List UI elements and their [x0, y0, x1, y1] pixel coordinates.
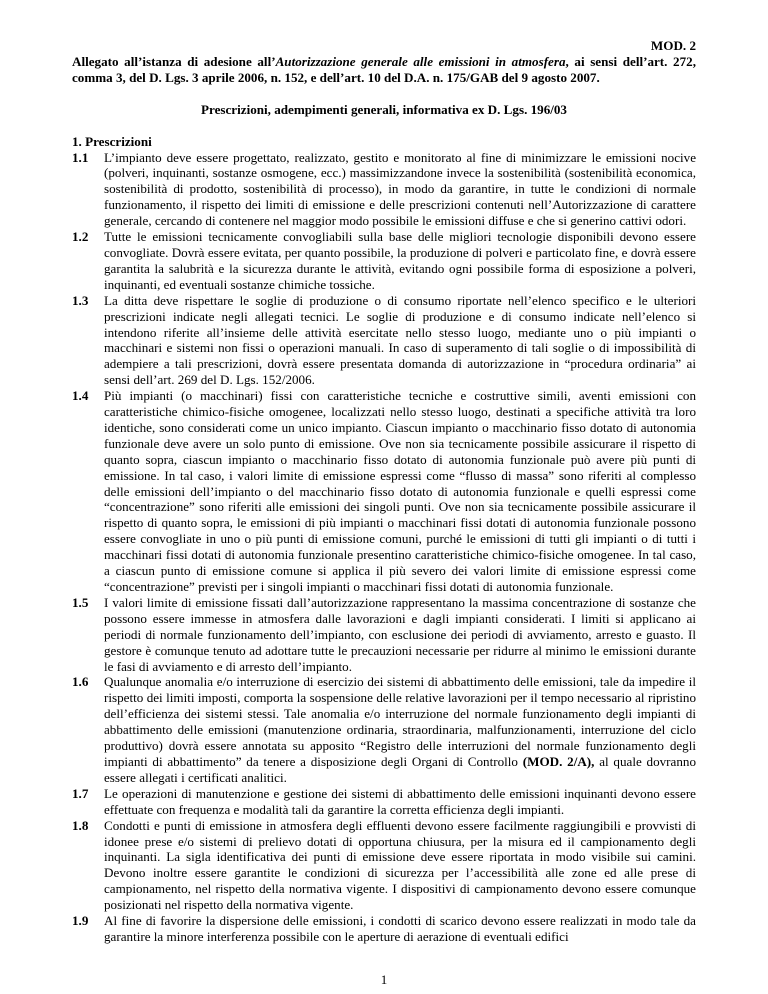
list-item: [72, 818, 696, 913]
item-number: 1.5: [72, 594, 89, 610]
header-italic: Autorizzazione generale alle emissioni in atmosfera: [275, 53, 566, 69]
header-intro: Allegato all’istanza di adesione all’: [72, 53, 276, 69]
section-title: 1. Prescrizioni: [72, 133, 152, 149]
item-text: Al fine di favorire la dispersione delle emissioni, i condotti di scarico devono essere realizzati in modo tale da garantire la minore interferenza possibile con le aperture di aerazione di eventuali edifici: [104, 913, 696, 944]
list-item: [72, 674, 696, 785]
item-text: Le operazioni di manutenzione e gestione dei sistemi di abbattimento delle emissioni inquinanti devono essere effettuate con frequenza e modalità tali da garantire la corretta efficienza degli impianti.: [104, 785, 696, 817]
item-text: Condotti e punti di emissione in atmosfera degli effluenti devono essere facilmente raggiungibili e provvisti di idonee prese e/o sistemi di prelievo dotati di opportuna chiusura, per la misura ed il campionamento degli inquinanti. La sigla identificativa dei punti di emissione deve essere riportata in modo visibile sui camini. Devono inoltre essere garantite le condizioni di sicurezza per l’accessibilità alle zone ed alle prese di campionamento, nel rispetto della normativa vigente. I dispositivi di campionamento devono essere comunque posizionati nel rispetto della normativa vigente.: [104, 817, 696, 913]
header-rest: , ai sensi dell’art. 272, comma 3, del D. Lgs. 3 aprile 2006, n. 152, e dell’art. 10 del D.A. n. 175/GAB del 9 agosto 2007.: [72, 53, 696, 85]
item-number: 1.1: [72, 149, 89, 165]
item-number: 1.6: [72, 674, 89, 690]
item-text: I valori limite di emissione fissati dall’autorizzazione rappresentano la massima concentrazione di sostanze che possono essere immesse in atmosfera dalle lavorazioni e dagli impianti considerati. I limiti si applicano ai periodi di normale funzionamento dell’impianto, con esclusione dei periodi di avviamento, arresto e guasto. Il gestore è comunque tenuto ad adottare tutte le precauzioni necessarie per ridurre al minimo le emissioni durante le fasi di avviamento e di arresto dell’impianto.: [104, 594, 696, 674]
item-text-part: Qualunque anomalia e/o interruzione di esercizio dei sistemi di abbattimento delle emissioni, tale da impedire il rispetto dei limiti imposti, comporta la sospensione delle relative lavorazioni per il tempo necessario al ripristino dell’efficienza dei sistemi stessi. Tale anomalia e/o interruzione del normale funzionamento degli impianti di abbattimento delle emissioni (manutenzione ordinaria, straordinaria, malfunzionamenti, interruzione del ciclo produttivo) dovrà essere annotata su apposito “Registro delle interruzioni del normale funzionamento degli impianti di abbattimento” da tenere a disposizione degli Organi di Controllo: [104, 674, 696, 769]
item-number: 1.3: [72, 292, 89, 308]
list-item: [72, 229, 696, 293]
form-reference: (MOD. 2/A),: [522, 753, 595, 769]
page-number: 1: [380, 972, 388, 987]
list-item: [72, 913, 696, 945]
document-header: [72, 54, 696, 86]
document-page: [72, 38, 696, 945]
item-text: La ditta deve rispettare le soglie di produzione o di consumo riportate nell’elenco specifico e le ulteriori prescrizioni indicate negli allegati tecnici. Le soglie di produzione e di consumo indicate nell’elenco si intendono riferite all’insieme delle attività esercitate nello stesso luogo, mediante uno o più impianti o macchinari e sistemi non fissi o operazioni manuali. In caso di superamento di tali soglie o di impossibilità di adempiere a tali prescrizioni, dovrà essere presentata domanda di autorizzazione in “procedura ordinaria” ai sensi dell’art. 269 del D. Lgs. 152/2006.: [104, 292, 696, 388]
item-text: L’impianto deve essere progettato, realizzato, gestito e monitorato al fine di minimizzare le emissioni nocive (polveri, inquinanti, sostanze osmogene, ecc.) massimizzandone invece la sostenibilità (sostenibilità economica, sostenibilità di prodotto, sostenibilità di processo), in modo da garantire, in tutte le condizioni di normale funzionamento, il rispetto dei limiti di emissione e delle prescrizioni contenuti nell’Autorizzazione di carattere generale, cercando di contenere nel maggior modo possibile le emissioni diffuse e che si generino cattivi odori.: [104, 149, 696, 229]
list-item: [72, 150, 696, 230]
item-number: 1.4: [72, 388, 89, 404]
item-text: Più impianti (o macchinari) fissi con caratteristiche tecniche e costruttive simili, aventi emissioni con caratteristiche chimico-fisiche omogenee, localizzati nello stesso luogo, destinati a specifiche attività tra loro identiche, sono considerati come un unico impianto. Ciascun impianto o macchinario fisso dotato di autonomia funzionale deve avere un solo punto di emissione. Ove non sia tecnicamente possibile assicurare il rispetto di quanto sopra, ciascun impianto o macchinario fisso dotato di autonomia funzionale può avere più punti di emissione. In tal caso, i valori limite di emissione espressi come “flusso di massa” sono riferiti al complesso delle emissioni dell’impianto o del macchinario fisso dotato di autonomia funzionale e quelli espressi come “concentrazione” sono riferiti alle emissioni dei singoli punti. Ove non sia tecnicamente possibile assicurare il rispetto di quanto sopra, le emissioni di più impianti o macchinari fissi dotati di autonomia funzionale possono essere convogliate in uno o più punti di emissione comuni, purché le emissioni di tutti gli impianti o di tutti i macchinari fissi dotati di autonomia funzionale presentino caratteristiche chimico-fisiche omogenee. In tal caso, a ciascun punto di emissione comune si applica il più severo dei valori limite di emissione espressi come “concentrazione” previsti per i singoli impianti o macchinari fissi dotati di autonomia funzionale.: [104, 388, 696, 594]
list-item: [72, 388, 696, 595]
item-text: [104, 674, 696, 785]
page-subtitle: Prescrizioni, adempimenti generali, informativa ex D. Lgs. 196/03: [201, 101, 567, 117]
item-number: 1.2: [72, 229, 89, 245]
list-item: [72, 786, 696, 818]
list-item: [72, 293, 696, 388]
item-text-part: al quale dovranno essere allegati i certificati analitici.: [104, 753, 696, 785]
item-number: 1.7: [72, 785, 89, 801]
form-code: MOD. 2: [650, 38, 696, 53]
item-text: Tutte le emissioni tecnicamente convogliabili sulla base delle migliori tecnologie disponibili devono essere convogliate. Dovrà essere evitata, per quanto possibile, la produzione di polveri e particolato fine, e dovrà essere garantita la salubrità e la sicurezza durante le attività, evitando ogni possibile forma di esposizione a polveri, inquinanti, ed eventuali sostanze chimiche tossiche.: [104, 229, 696, 292]
item-number: 1.9: [72, 913, 89, 929]
list-item: [72, 595, 696, 675]
item-number: 1.8: [72, 817, 89, 833]
